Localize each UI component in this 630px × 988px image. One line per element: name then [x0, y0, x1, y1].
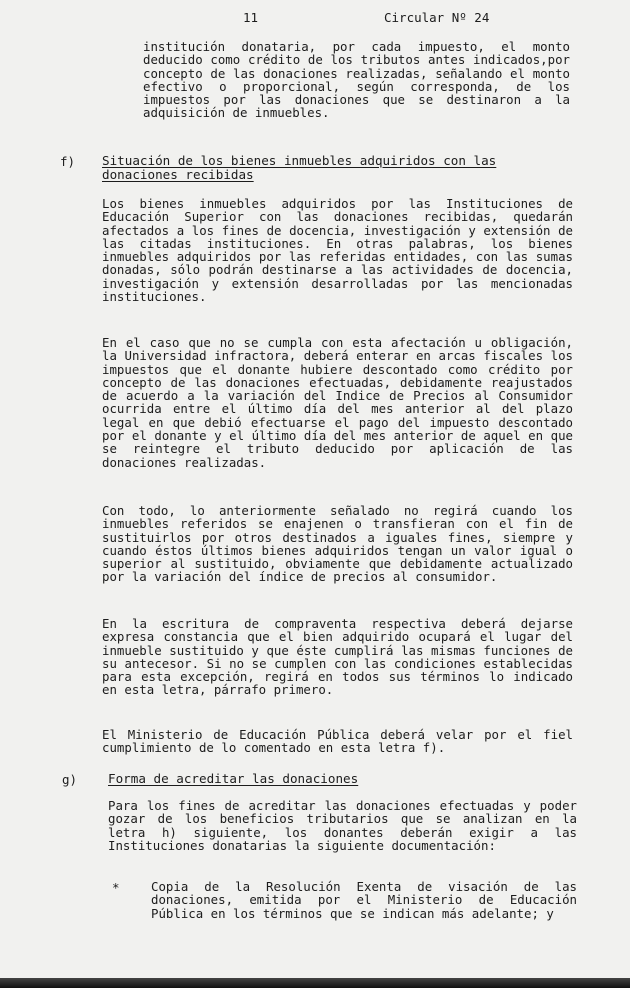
- bullet-symbol: *: [112, 880, 120, 895]
- section-g-title: Forma de acreditar las donaciones: [108, 771, 359, 786]
- page-number: 11: [243, 10, 259, 25]
- section-g-label: g): [62, 772, 78, 787]
- section-g-paragraph: Para los fines de acreditar las donaciones efectuadas y poder gozar de los beneficios tributarios que se analizan en la letra h) siguiente, los donantes deberán exigir a las Instituciones donatarias la siguiente documentación:: [108, 798, 577, 853]
- section-f-paragraph-2: En el caso que no se cumpla con esta afectación u obligación, la Universidad infractora, deberá enterar en arcas fiscales los impuestos que el donante hubiere descontado como crédito por concepto de las donaciones efectuadas, debidamente reajustados de acuerdo a la variación del Indice de Precios al Consumidor ocurrida entre el último día del mes anterior al del plazo legal en que debió efectuarse el pago del impuesto descontado por el donante y el último día del mes anterior de aquel en que se reintegre el tributo deducido por aplicación de las donaciones realizadas.: [102, 335, 573, 470]
- intro-paragraph: institución donataria, por cada impuesto, el monto deducido como crédito de los tributos antes indicados,por concepto de las donaciones realizadas, señalando el monto efectivo o proporcional, según corresponda, de los impuestos por las donaciones que se destinaron a la adquisición de inmuebles.: [143, 39, 570, 121]
- section-f-paragraph-4: En la escritura de compraventa respectiva deberá dejarse expresa constancia que el bien adquirido ocupará el lugar del inmueble sustituido y que éste cumplirá las mismas funciones de su antecesor. Si no se cumplen con las condiciones establecidas para esta excepción, regirá en todos sus términos lo indicado en esta letra, párrafo primero.: [102, 616, 573, 698]
- circular-number: Circular Nº 24: [384, 10, 490, 25]
- section-f-label: f): [60, 154, 76, 169]
- section-f-paragraph-5: El Ministerio de Educación Pública deberá velar por el fiel cumplimiento de lo comentado en esta letra f).: [102, 727, 573, 756]
- section-f-paragraph-3: Con todo, lo anteriormente señalado no regirá cuando los inmuebles referidos se enajenen o transfieran con el fin de sustituirlos por otros destinados a iguales fines, siempre y cuando éstos últimos bienes adquiridos tengan un valor igual o superior al sustituido, obviamente que debidamente actualizado por la variación del índice de precios al consumidor.: [102, 503, 573, 585]
- section-f-title: Situación de los bienes inmuebles adquiridos con las donaciones recibidas: [102, 153, 497, 182]
- bullet-text: Copia de la Resolución Exenta de visación de las donaciones, emitida por el Ministerio de Educación Pública en los términos que se indican más adelante; y: [151, 879, 577, 921]
- section-f-paragraph-1: Los bienes inmuebles adquiridos por las Instituciones de Educación Superior con las donaciones recibidas, quedarán afectados a los fines de docencia, investigación y extensión de las citadas instituciones. En otras palabras, los bienes inmuebles adquiridos por las referidas entidades, con las sumas donadas, sólo podrán destinarse a las actividades de docencia, investigación y extensión desarrolladas por las mencionadas instituciones.: [102, 196, 573, 305]
- scan-bottom-edge: [0, 978, 630, 988]
